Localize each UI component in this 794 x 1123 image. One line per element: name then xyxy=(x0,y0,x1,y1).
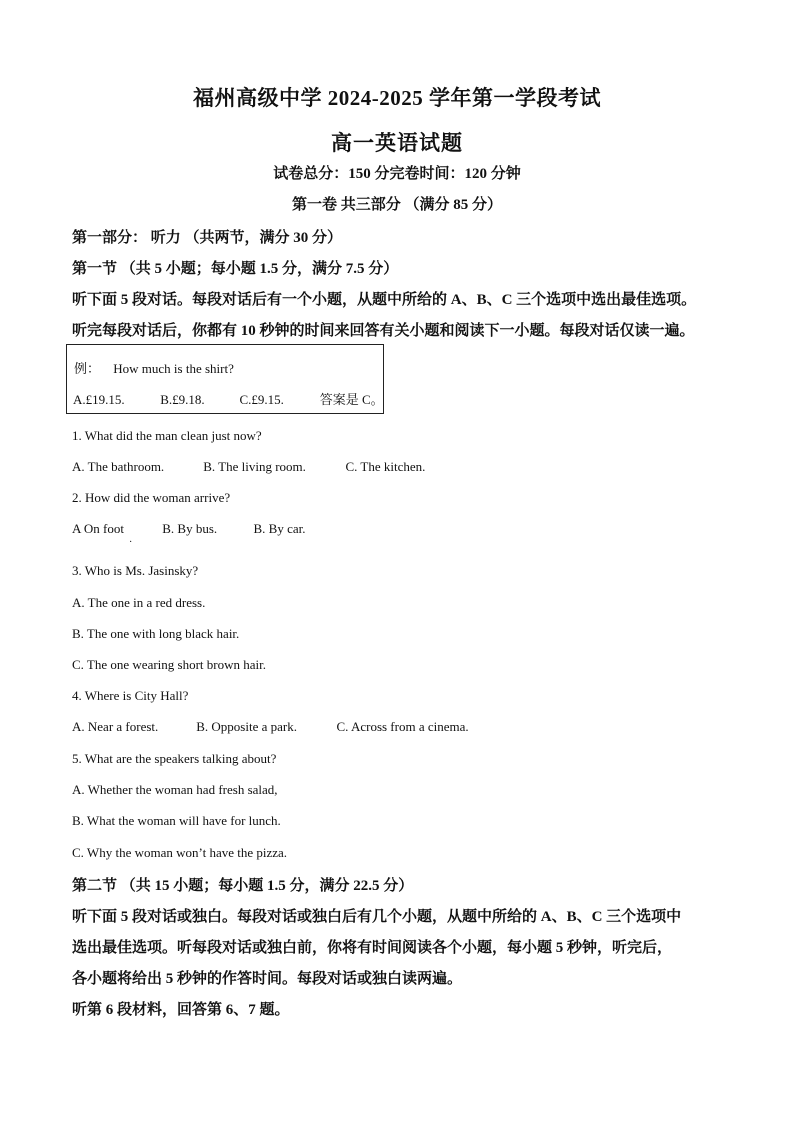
question-4-option-c: C. Across from a cinema. xyxy=(336,719,469,734)
example-option-c: C.£9.15. xyxy=(239,392,284,407)
question-5-option-a: A. Whether the woman had fresh salad, xyxy=(72,782,278,797)
question-2-option-b: B. By bus. xyxy=(162,521,218,536)
example-answer: 答案是 C。 xyxy=(319,392,384,407)
question-5-stem: 5. What are the speakers talking about? xyxy=(72,751,277,766)
example-option-b: B.£9.18. xyxy=(160,392,205,407)
question-3-option-a: A. The one in a red dress. xyxy=(72,595,206,610)
section2-heading: 第二节 （共 15 小题；每小题 1.5 分，满分 22.5 分） xyxy=(72,878,414,894)
example-question-row xyxy=(74,358,234,377)
example-box xyxy=(66,344,384,414)
example-question: How much is the shirt? xyxy=(113,361,234,376)
question-1-stem: 1. What did the man clean just now? xyxy=(72,428,262,443)
question-2-options xyxy=(72,521,306,537)
section2-instruction-3: 各小题将给出 5 秒钟的作答时间。每段对话或独白读两遍。 xyxy=(72,971,463,987)
question-1-option-b: B. The living room. xyxy=(203,459,306,474)
question-1-option-c: C. The kitchen. xyxy=(345,459,426,474)
question-4-stem: 4. Where is City Hall? xyxy=(72,688,189,703)
question-1-options xyxy=(72,459,425,475)
exam-title: 福州高级中学 2024-2025 学年第一学段考试 xyxy=(193,86,601,110)
section2-instruction-2: 选出最佳选项。听每段对话或独白前，你将有时间阅读各个小题，每小题 5 秒钟，听完后， xyxy=(72,940,673,956)
subject-title: 高一英语试题 xyxy=(331,131,463,155)
stray-dot-mark: · xyxy=(129,537,133,548)
question-3-stem: 3. Who is Ms. Jasinsky? xyxy=(72,563,199,578)
part1-heading: 第一部分： 听力 （共两节，满分 30 分） xyxy=(72,230,343,246)
section1-instruction-1: 听下面 5 段对话。每段对话后有一个小题，从题中所给的 A、B、C 三个选项中选出最佳选项。 xyxy=(72,292,697,308)
question-2-option-a: A On foot xyxy=(72,521,124,536)
question-2-option-c: B. By car. xyxy=(253,521,306,536)
question-5-option-b: B. What the woman will have for lunch. xyxy=(72,813,281,828)
example-options-row xyxy=(73,389,384,408)
section1-instruction-2: 听完每段对话后，你都有 10 秒钟的时间来回答有关小题和阅读下一小题。每段对话仅读一遍。 xyxy=(72,323,695,339)
exam-meta: 试卷总分：150 分完卷时间：120 分钟 xyxy=(273,166,521,182)
question-1-option-a: A. The bathroom. xyxy=(72,459,165,474)
question-5-option-c: C. Why the woman won’t have the pizza. xyxy=(72,845,288,860)
example-label: 例： xyxy=(74,361,101,376)
question-2-stem: 2. How did the woman arrive? xyxy=(72,490,231,505)
question-4-options xyxy=(72,719,469,735)
question-4-option-b: B. Opposite a park. xyxy=(196,719,297,734)
section1-heading: 第一节 （共 5 小题；每小题 1.5 分，满分 7.5 分） xyxy=(72,261,399,277)
section2-instruction-1: 听下面 5 段对话或独白。每段对话或独白后有几个小题，从题中所给的 A、B、C 三个选项中 xyxy=(72,909,682,925)
question-3-option-b: B. The one with long black hair. xyxy=(72,626,240,641)
volume-heading: 第一卷 共三部分 （满分 85 分） xyxy=(291,197,502,213)
example-option-a: A.£19.15. xyxy=(73,392,125,407)
material-6-heading: 听第 6 段材料，回答第 6、7 题。 xyxy=(72,1002,290,1018)
question-3-option-c: C. The one wearing short brown hair. xyxy=(72,657,266,672)
question-4-option-a: A. Near a forest. xyxy=(72,719,159,734)
